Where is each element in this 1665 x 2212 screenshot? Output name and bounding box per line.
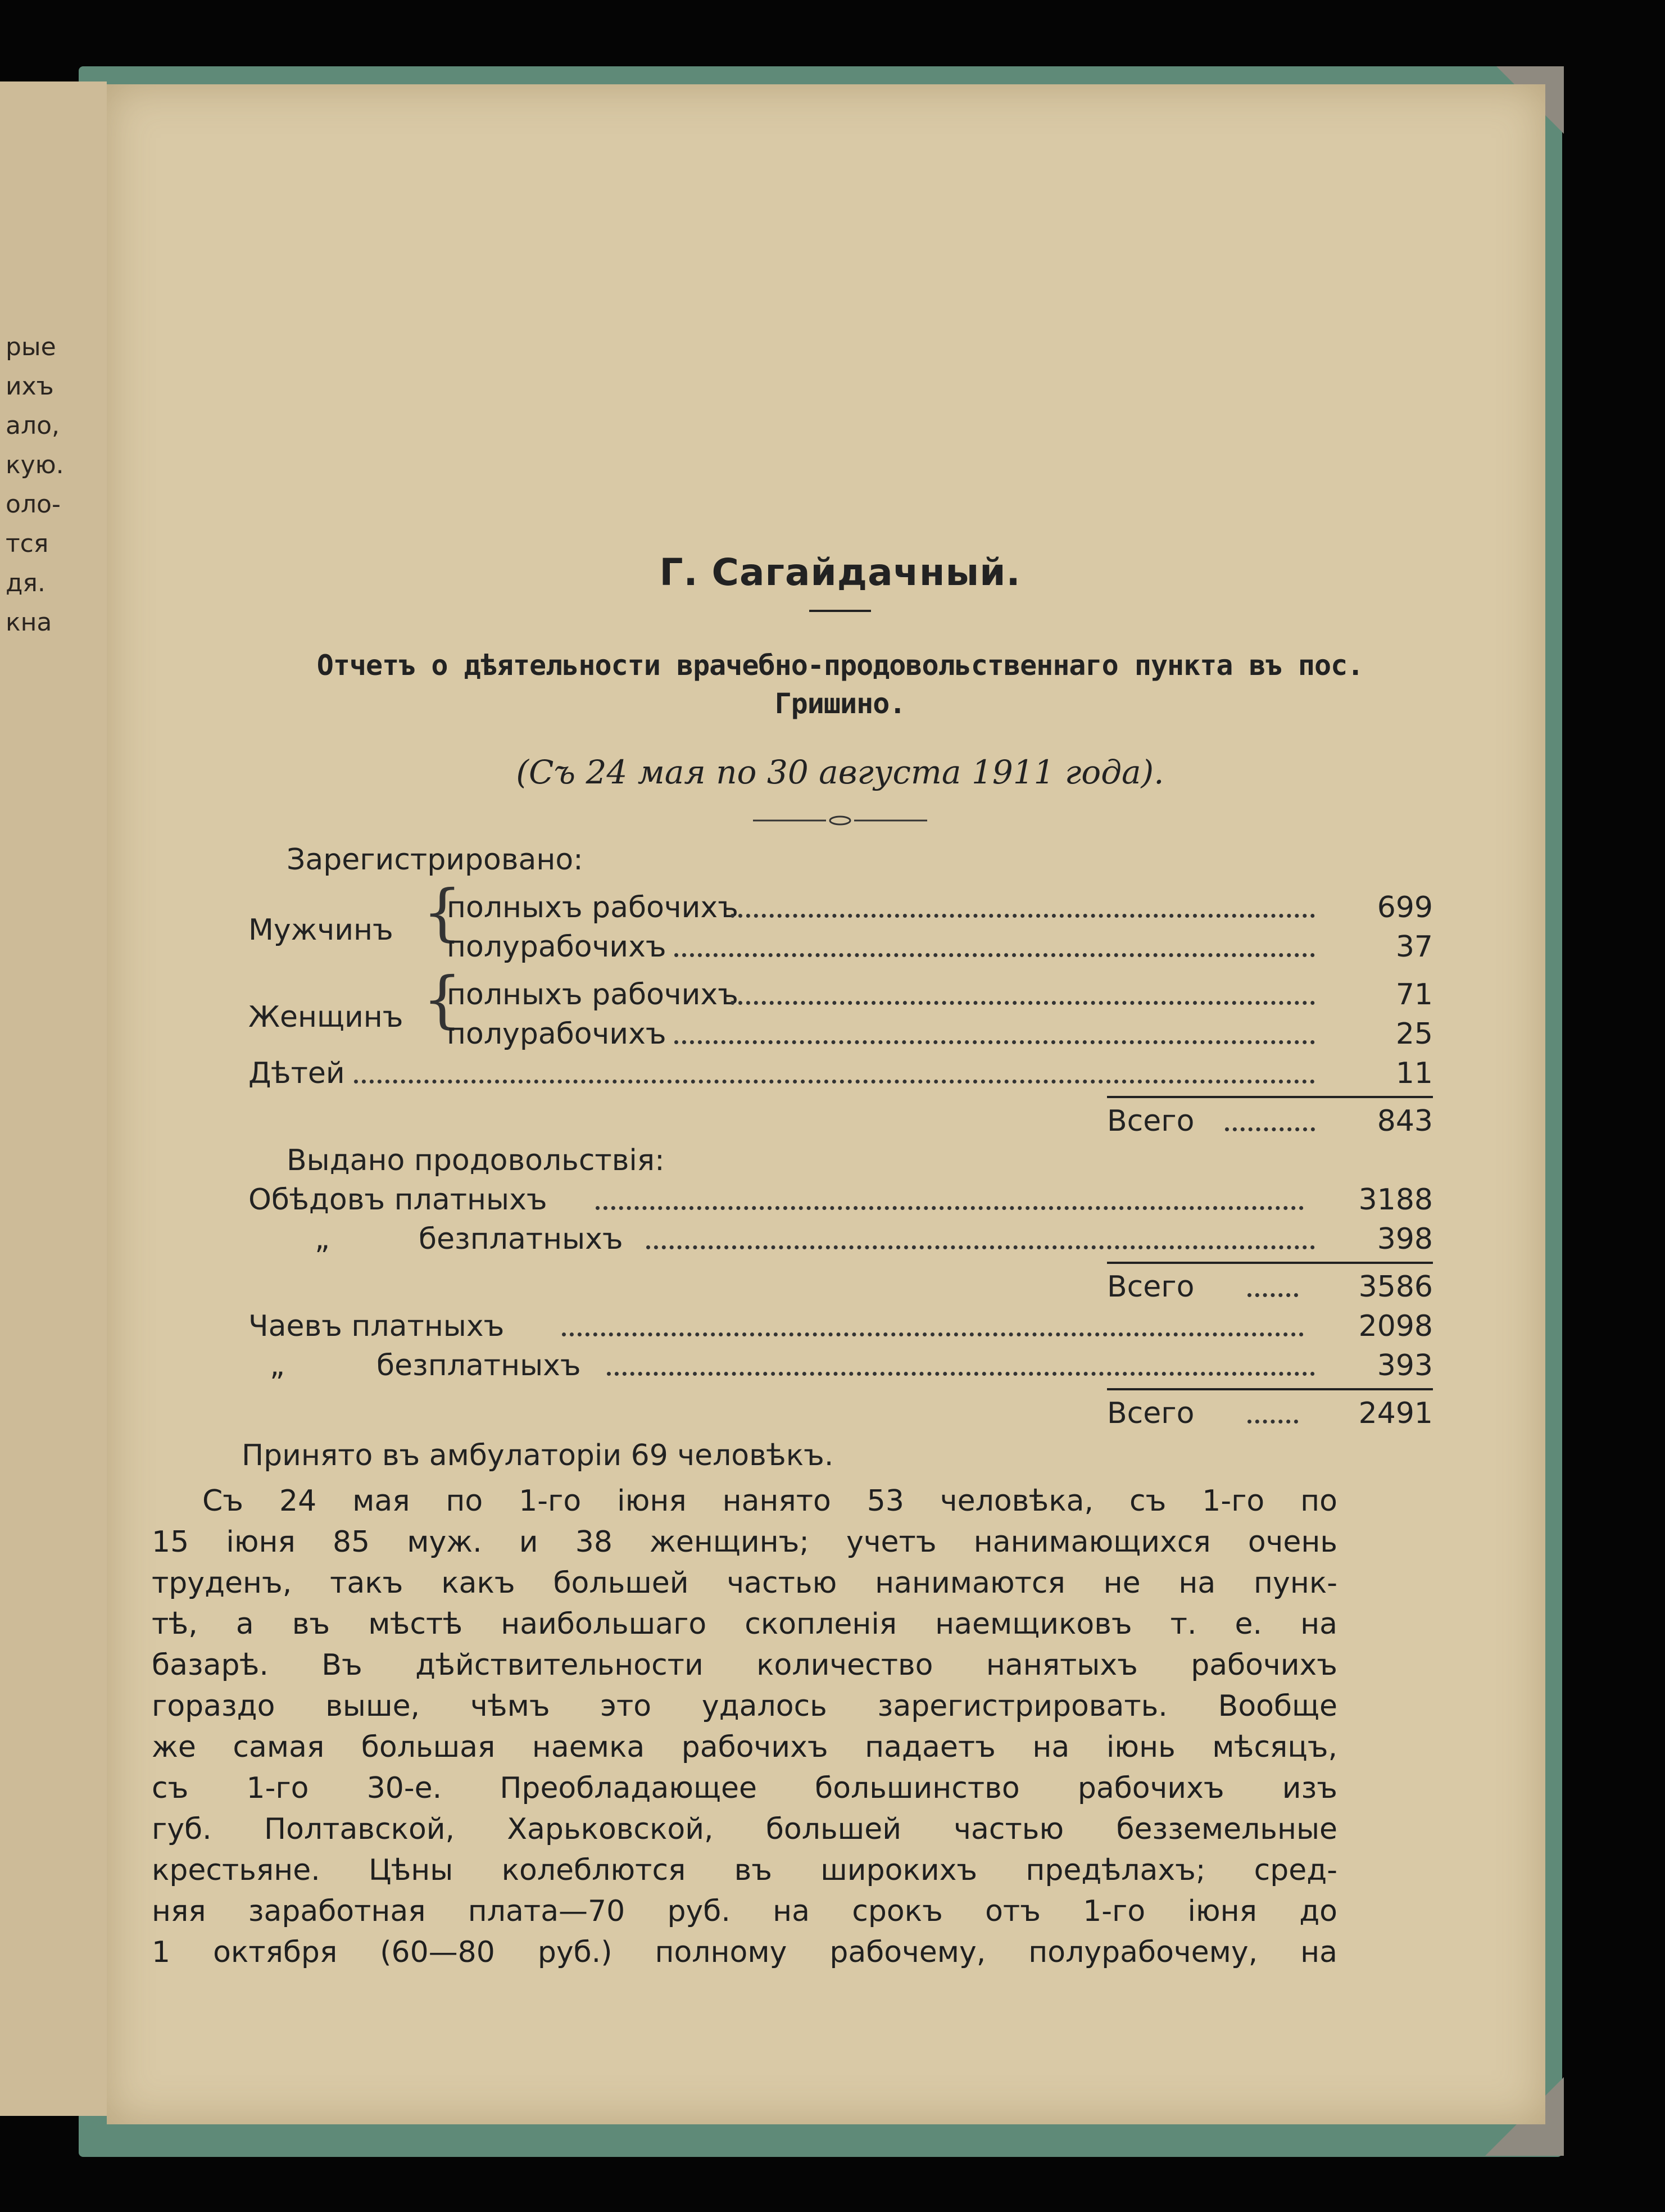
tea-free-label: безплатныхъ [376,1349,581,1382]
dinners-total-label: Всего [1107,1270,1195,1304]
men-brace: { [423,876,462,948]
women-label: Женщинъ [248,1000,403,1034]
left-fragment: ало, [6,411,60,440]
page-title: Г. Сагайдачный. [659,551,1021,594]
body-line: же самая большая наемка рабочихъ падаетъ на іюнь мѣсяцъ, [152,1730,1337,1764]
women-half-value: 25 [1395,1017,1433,1051]
body-line: няя заработная плата—70 руб. на срокъ отъ 1-го іюня до [152,1894,1337,1928]
dinners-paid-label: Обѣдовъ платныхъ [248,1183,547,1217]
registered-total-label: Всего [1107,1104,1195,1138]
dinners-paid-value: 3188 [1358,1183,1433,1217]
body-line: крестьяне. Цѣны колеблются въ широкихъ предѣлахъ; сред- [152,1853,1337,1887]
dinners-free-label: безплатныхъ [419,1222,623,1256]
leader-dots [674,1037,1315,1044]
leader-dots [562,1329,1304,1336]
ditto-mark: „ [270,1349,285,1382]
leader-dots [354,1076,1315,1084]
sum-rule [1107,1388,1433,1390]
body-line: 15 іюня 85 муж. и 38 женщинъ; учетъ нанимающихся очень [152,1525,1337,1559]
sum-rule [1107,1096,1433,1098]
body-line: тѣ, а въ мѣстѣ наибольшаго скопленія наемщиковъ т. е. на [152,1607,1337,1641]
left-fragment: дя. [6,569,46,597]
women-full-label: полныхъ рабочихъ [447,978,738,1012]
body-line: Съ 24 мая по 1-го іюня нанято 53 человѣка, съ 1-го по [202,1484,1337,1518]
left-fragment: кна [6,608,52,637]
men-half-label: полурабочихъ [447,930,666,964]
subtitle-line-1: Отчетъ о дѣятельности врачебно-продовольственнаго пункта въ пос. [316,649,1364,682]
tea-total-label: Всего [1107,1397,1195,1430]
ornament-divider [753,815,927,826]
leader-dots [731,998,1315,1005]
body-line: губ. Полтавской, Харьковской, большей частью безземельные [152,1812,1337,1846]
left-fragment: оло- [6,490,61,519]
dinners-free-value: 398 [1377,1222,1433,1256]
sum-rule [1107,1262,1433,1264]
tea-free-value: 393 [1377,1349,1433,1382]
leader-dots [674,950,1315,957]
document-page [107,84,1545,2124]
women-full-value: 71 [1395,978,1433,1012]
ambulatory-line: Принято въ амбулаторіи 69 человѣкъ. [242,1439,834,1472]
body-paragraph [152,1481,1337,1973]
food-heading: Выдано продовольствія: [287,1144,665,1177]
leader-dots [596,1203,1304,1210]
body-line: гораздо выше, чѣмъ это удалось зарегистрировать. Вообще [152,1689,1337,1723]
body-line: 1 октября (60—80 руб.) полному рабочему, полурабочему, на [152,1936,1337,1969]
left-fragment: кую. [6,451,64,479]
body-line: базарѣ. Въ дѣйствительности количество нанятыхъ рабочихъ [152,1648,1337,1682]
subtitle-line-2: Гришино. [774,687,906,720]
men-label: Мужчинъ [248,913,393,947]
leader-dots [1247,1290,1298,1297]
men-half-value: 37 [1395,930,1433,964]
registered-total-value: 843 [1377,1104,1433,1138]
women-half-label: полурабочихъ [447,1017,666,1051]
title-rule [809,610,871,612]
registered-heading: Зарегистрировано: [287,843,583,877]
body-line: съ 1-го 30-е. Преобладающее большинство рабочихъ изъ [152,1771,1337,1805]
leader-dots [731,910,1315,918]
leader-dots [1247,1416,1298,1424]
leader-dots [607,1368,1315,1376]
women-brace: { [423,963,462,1035]
leader-dots [646,1242,1315,1249]
men-full-value: 699 [1377,891,1433,924]
left-fragment: ихъ [6,372,54,401]
ditto-mark: „ [315,1222,330,1256]
left-fragment: тся [6,529,49,558]
leader-dots [1225,1124,1315,1131]
left-page-edge [0,81,107,2116]
tea-paid-value: 2098 [1358,1309,1433,1343]
report-dates: (Съ 24 мая по 30 августа 1911 года). [516,753,1164,791]
body-line: труденъ, такъ какъ большей частью нанимаются не на пунк- [152,1566,1337,1600]
dinners-total-value: 3586 [1358,1270,1433,1304]
tea-paid-label: Чаевъ платныхъ [248,1309,505,1343]
children-label: Дѣтей [248,1057,345,1090]
left-fragment: рые [6,333,56,361]
report-subtitle [247,646,1433,723]
children-value: 11 [1395,1057,1433,1090]
men-full-label: полныхъ рабочихъ [447,891,738,924]
tea-total-value: 2491 [1358,1397,1433,1430]
